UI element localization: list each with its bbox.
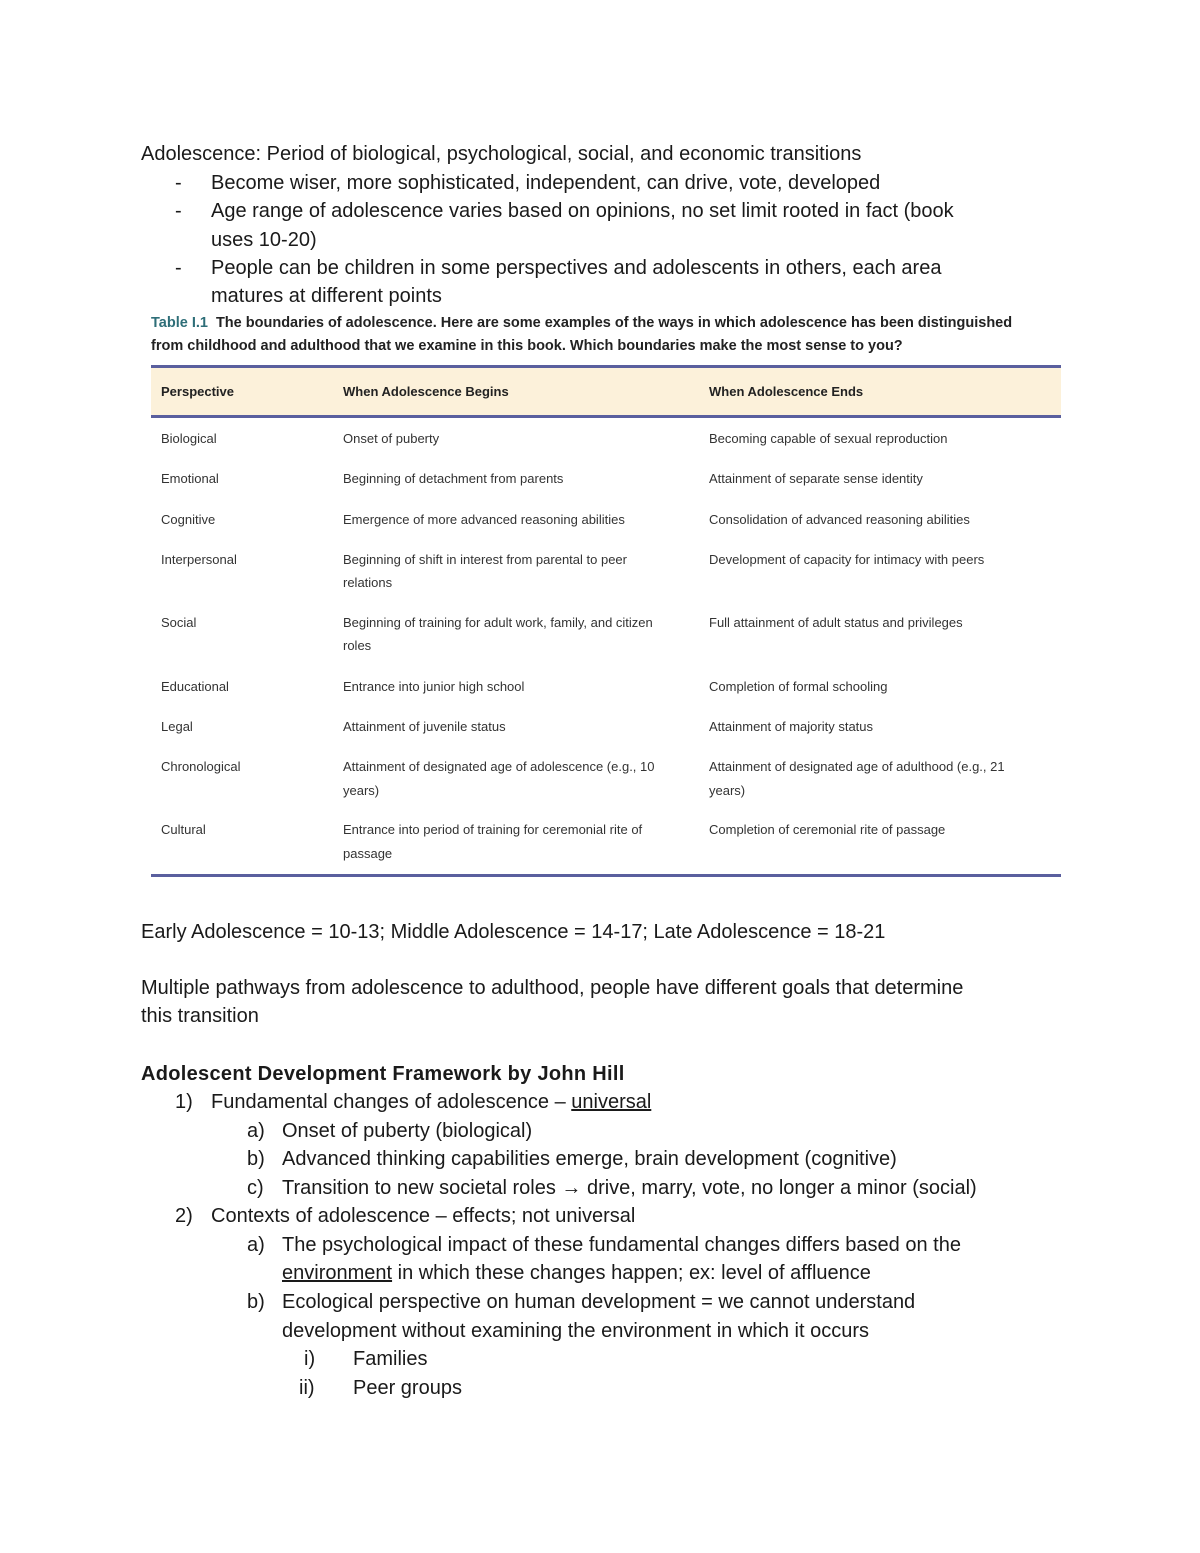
table-cell: Onset of puberty [343,431,440,446]
table-cell: passage [343,846,393,861]
list-item [211,1088,651,1116]
pathways-line: Multiple pathways from adolescence to adulthood, people have different goals that determine [141,977,964,999]
list-marker: c) [247,1177,264,1199]
table-cell: Chronological [161,759,241,774]
table-cell: Consolidation of advanced reasoning abilities [709,512,970,527]
list-item: Contexts of adolescence – effects; not universal [211,1205,636,1227]
table-cell: Cultural [161,822,206,837]
table-cell: relations [343,575,393,590]
table-cell: Completion of ceremonial rite of passage [709,822,946,837]
table-caption-line: The boundaries of adolescence. Here are some examples of the ways in which adolescence has been distinguished [215,315,1013,331]
pathways-line: this transition [141,1005,259,1027]
table-cell: Beginning of shift in interest from parental to peer [343,552,627,567]
list-item-text: Fundamental changes of adolescence – [211,1091,572,1113]
bullet-text: People can be children in some perspectives and adolescents in others, each area [211,257,942,279]
underlined-term: universal [571,1091,652,1113]
table-cell: roles [343,638,372,653]
table-cell: years) [343,783,380,798]
bullet-text: Become wiser, more sophisticated, independent, can drive, vote, developed [211,172,881,194]
list-marker: b) [247,1291,265,1313]
table-cell: Biological [161,431,217,446]
column-header: When Adolescence Ends [709,384,864,399]
table-cell: Beginning of training for adult work, family, and citizen [343,615,653,630]
table-cell: years) [709,783,746,798]
list-item: Families [353,1348,428,1370]
bullet-dash: - [175,257,182,279]
table-label: Table I.1 [151,315,208,331]
table-cell: Cognitive [161,512,216,527]
table-header-rule [151,415,1061,418]
table-cell: Completion of formal schooling [709,679,888,694]
list-marker: 1) [175,1091,193,1113]
table-cell: Becoming capable of sexual reproduction [709,431,948,446]
table-cell: Attainment of separate sense identity [709,471,923,486]
list-marker: a) [247,1120,265,1142]
table-cell: Entrance into period of training for ceremonial rite of [343,822,643,837]
column-header: When Adolescence Begins [343,384,509,399]
stages-line: Early Adolescence = 10-13; Middle Adolescence = 14-17; Late Adolescence = 18-21 [141,921,886,943]
bullet-text: uses 10-20) [211,229,317,251]
table-bottom-rule [151,874,1061,877]
list-item: Ecological perspective on human development = we cannot understand [282,1291,916,1313]
table-cell: Emotional [161,471,219,486]
bullet-dash: - [175,200,182,222]
table-cell: Educational [161,679,229,694]
bullet-text: matures at different points [211,285,442,307]
bullet-dash: - [175,172,182,194]
table-cell: Emergence of more advanced reasoning abilities [343,512,625,527]
table-cell: Development of capacity for intimacy with peers [709,552,985,567]
column-header: Perspective [161,384,234,399]
list-marker: 2) [175,1205,193,1227]
list-item: Onset of puberty (biological) [282,1120,533,1142]
table-cell: Attainment of designated age of adulthood (e.g., 21 [709,759,1005,774]
list-item: Peer groups [353,1377,462,1399]
framework-title: Adolescent Development Framework by John Hill [141,1063,625,1085]
list-marker: a) [247,1234,265,1256]
list-marker: b) [247,1148,265,1170]
underlined-term: environment [282,1262,393,1284]
table-cell: Attainment of designated age of adolescence (e.g., 10 [343,759,655,774]
table-cell: Full attainment of adult status and privileges [709,615,963,630]
table-cell: Social [161,615,197,630]
table-cell: Attainment of majority status [709,719,874,734]
list-marker: ii) [299,1377,315,1399]
table-cell: Interpersonal [161,552,237,567]
table-cell: Legal [161,719,193,734]
list-item: The psychological impact of these fundamental changes differs based on the [282,1234,961,1256]
table-cell: Entrance into junior high school [343,679,525,694]
list-item: Transition to new societal roles → drive, marry, vote, no longer a minor (social) [282,1177,977,1199]
list-marker: i) [304,1348,316,1370]
bullet-text: Age range of adolescence varies based on opinions, no set limit rooted in fact (book [211,200,954,222]
intro-heading: Adolescence: Period of biological, psychological, social, and economic transitions [141,143,862,165]
list-item-text: in which these changes happen; ex: level of affluence [392,1262,871,1284]
table-cell: Attainment of juvenile status [343,719,506,734]
table-caption-line: from childhood and adulthood that we examine in this book. Which boundaries make the most sense to you? [151,338,903,354]
table-caption [151,312,1061,358]
list-item [282,1259,871,1287]
list-item: Advanced thinking capabilities emerge, brain development (cognitive) [282,1148,897,1170]
list-item: development without examining the environment in which it occurs [282,1320,869,1342]
table-cell: Beginning of detachment from parents [343,471,564,486]
